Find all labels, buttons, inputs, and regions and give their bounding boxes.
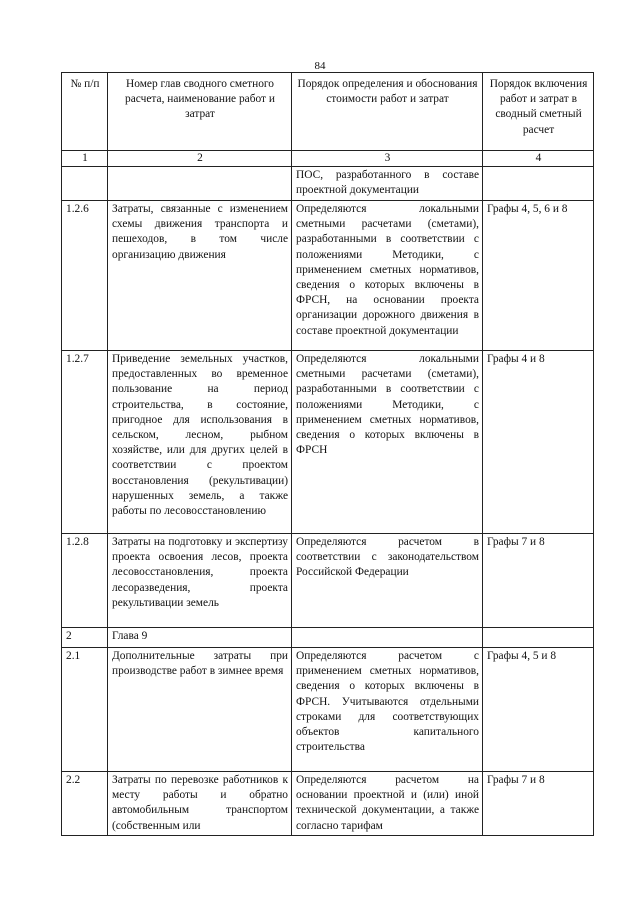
chapter-title: Глава 9 [108, 628, 292, 648]
row-method: Определяются расчетом в соответствии с законодательством Российской Федерации [292, 534, 483, 628]
row-name: Затраты по перевозке работников к месту работы и обратно автомобильным транспортом (собственным или [108, 772, 292, 836]
header-name: Номер глав сводного сметного расчета, наименование работ и затрат [108, 73, 292, 151]
table-row [62, 167, 594, 201]
column-number: 1 [62, 151, 108, 167]
row-name: Затраты, связанные с изменением схемы движения транспорта и пешеходов, в том числе организацию движения [108, 201, 292, 351]
row-inclusion [483, 167, 594, 201]
row-inclusion [483, 628, 594, 648]
row-method: Определяются локальными сметными расчетами (сметами), разработанными в соответствии с положениями Методики, с применением сметных нормативов, сведения о которых включены в ФРСН [292, 351, 483, 534]
row-inclusion: Графы 7 и 8 [483, 772, 594, 836]
row-method: Определяются локальными сметными расчетами (сметами), разработанными в соответствии с положениями Методики, с применением сметных нормативов, сведения о которых включены в ФРСН, на основании проекта организации дорожного движения в составе проектной документации [292, 201, 483, 351]
header-number: № п/п [62, 73, 108, 151]
column-number: 2 [108, 151, 292, 167]
row-inclusion: Графы 4 и 8 [483, 351, 594, 534]
row-name: Дополнительные затраты при производстве работ в зимнее время [108, 648, 292, 772]
table-row [62, 201, 594, 351]
header-inclusion: Порядок включения работ и затрат в сводный сметный расчет [483, 73, 594, 151]
row-number: 1.2.6 [62, 201, 108, 351]
row-number [62, 167, 108, 201]
column-number-row [62, 151, 594, 167]
chapter-row [62, 628, 594, 648]
table-row [62, 772, 594, 836]
row-inclusion: Графы 4, 5 и 8 [483, 648, 594, 772]
row-number: 2.1 [62, 648, 108, 772]
row-number: 1.2.7 [62, 351, 108, 534]
row-method: ПОС, разработанного в составе проектной документации [292, 167, 483, 201]
table-row [62, 351, 594, 534]
column-number: 4 [483, 151, 594, 167]
row-inclusion: Графы 7 и 8 [483, 534, 594, 628]
column-number: 3 [292, 151, 483, 167]
table-row [62, 534, 594, 628]
row-number: 2.2 [62, 772, 108, 836]
row-method [292, 628, 483, 648]
row-inclusion: Графы 4, 5, 6 и 8 [483, 201, 594, 351]
page-number: 84 [314, 60, 326, 72]
row-method: Определяются расчетом с применением сметных нормативов, сведения о которых включены в ФРСН. Учитываются отдельными строками для соответствующих объектов капитального строительства [292, 648, 483, 772]
row-number: 1.2.8 [62, 534, 108, 628]
table-row [62, 648, 594, 772]
header-method: Порядок определения и обоснования стоимости работ и затрат [292, 73, 483, 151]
row-number: 2 [62, 628, 108, 648]
cost-table [61, 72, 594, 836]
row-name: Приведение земельных участков, предоставленных во временное пользование на период строительства, в состояние, пригодное для использования в сельском, лесном, рыбном хозяйстве, или для других целей в соответствии с проектом восстановления (рекультивации) нарушенных земель, а также работы по лесовосстановлению [108, 351, 292, 534]
table-header-row [62, 73, 594, 151]
row-name: Затраты на подготовку и экспертизу проекта освоения лесов, проекта лесовосстановления, проекта лесоразведения, проекта рекультивации земель [108, 534, 292, 628]
row-name [108, 167, 292, 201]
row-method: Определяются расчетом на основании проектной и (или) иной технической документации, а также согласно тарифам [292, 772, 483, 836]
